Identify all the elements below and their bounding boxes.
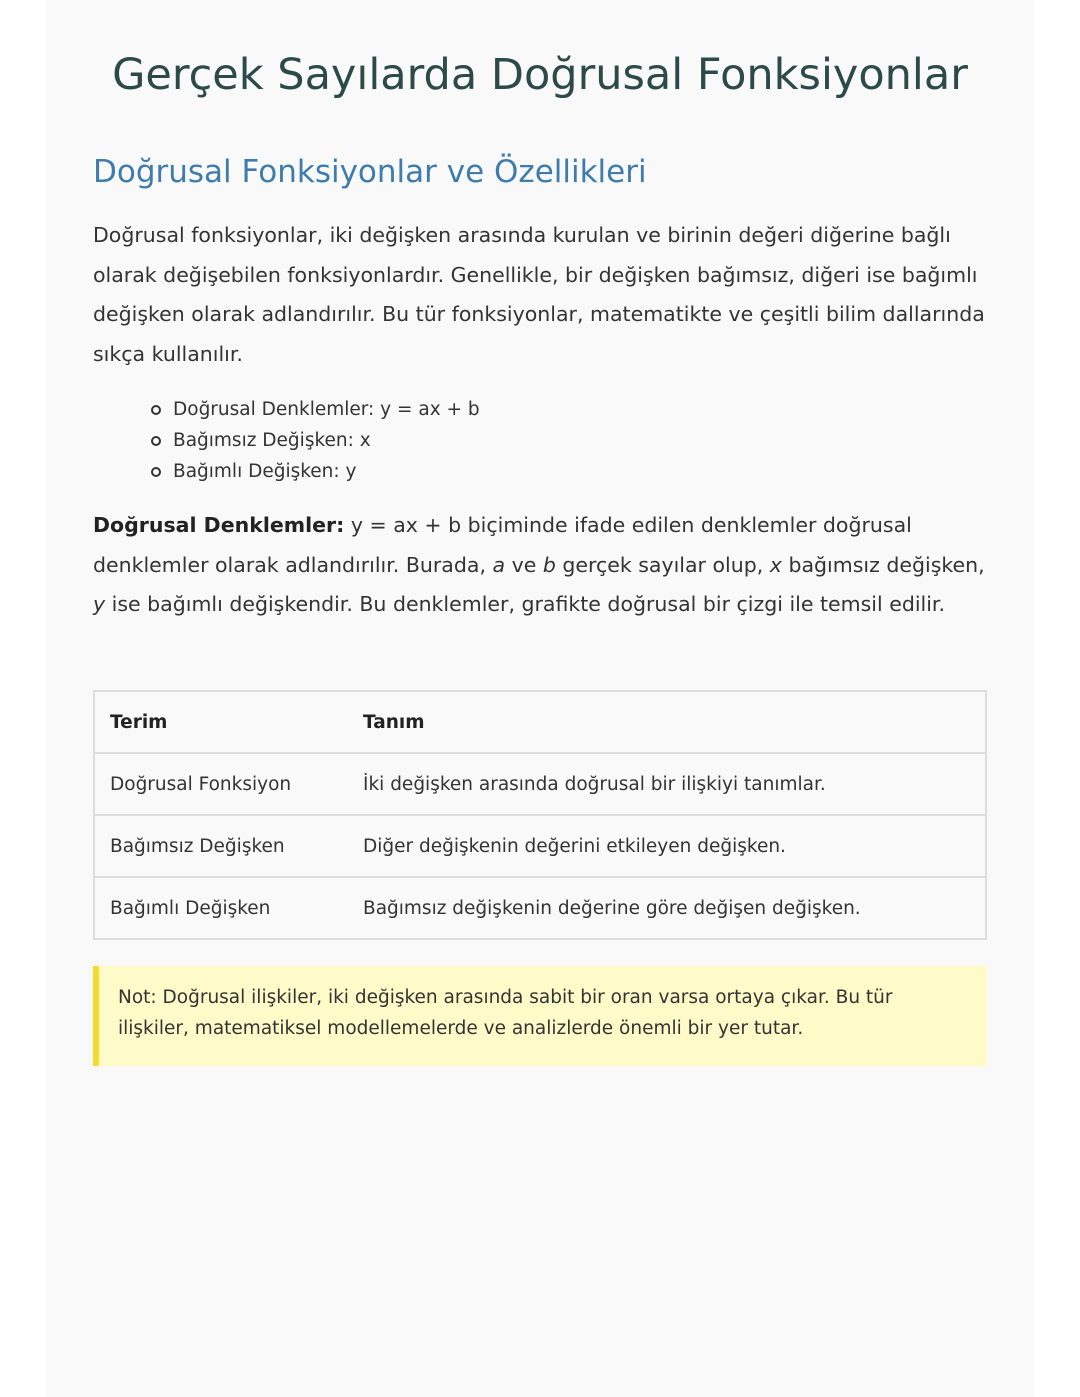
note-callout: Not: Doğrusal ilişkiler, iki değişken arasında sabit bir oran varsa ortaya çıkar. Bu tür ilişkiler, matematiksel modellemelerde ve analizlerde önemli bir yer tutar. — [93, 966, 987, 1066]
table-row — [94, 753, 986, 815]
table-row — [94, 877, 986, 939]
intro-paragraph: Doğrusal fonksiyonlar, iki değişken arasında kurulan ve birinin değeri diğerine bağlı olarak değişebilen fonksiyonlardır. Genellikle, bir değişken bağımsız, diğeri ise bağımlı değişken olarak adlandırılır. Bu tür fonksiyonlar, matematikte ve çeşitli bilim dallarında sıkça kullanılır. — [93, 223, 985, 366]
variable-b: b — [542, 552, 556, 577]
definition-text: ve — [505, 552, 543, 577]
table-row — [94, 815, 986, 877]
table-header-row — [94, 691, 986, 753]
variable-x: x — [769, 552, 782, 577]
section-heading: Doğrusal Fonksiyonlar ve Özellikleri — [93, 154, 647, 190]
table-cell-definition: İki değişken arasında doğrusal bir ilişkiyi tanımlar. — [348, 753, 986, 815]
column-header-definition: Tanım — [348, 691, 986, 753]
list-item: Bağımlı Değişken: y — [173, 456, 480, 487]
variable-y: y — [93, 592, 106, 616]
table-cell-term: Bağımsız Değişken — [94, 815, 348, 877]
document-page — [46, 0, 1034, 1397]
page-title: Gerçek Sayılarda Doğrusal Fonksiyonlar — [112, 50, 968, 100]
definition-text: bağımsız değişken, — [781, 552, 985, 577]
column-header-term: Terim — [94, 691, 348, 753]
definition-text: gerçek sayılar olup, — [555, 552, 770, 577]
bullet-list — [173, 394, 480, 487]
terms-table — [93, 690, 987, 940]
definition-term: Doğrusal Denklemler: — [93, 513, 345, 537]
definition-text: y = ax + b biçiminde ifade edilen denklemler doğrusal denklemler olarak adlandırılır. Burada, — [93, 513, 912, 577]
list-item: Doğrusal Denklemler: y = ax + b — [173, 394, 480, 425]
variable-a: a — [492, 552, 506, 577]
list-item: Bağımsız Değişken: x — [173, 425, 480, 456]
table-cell-definition: Bağımsız değişkenin değerine göre değişen değişken. — [348, 877, 986, 939]
table-cell-term: Doğrusal Fonksiyon — [94, 753, 348, 815]
table-cell-definition: Diğer değişkenin değerini etkileyen değişken. — [348, 815, 986, 877]
definition-paragraph — [93, 506, 987, 625]
table-cell-term: Bağımlı Değişken — [94, 877, 348, 939]
definition-text: ise bağımlı değişkendir. Bu denklemler, grafikte doğrusal bir çizgi ile temsil edilir. — [105, 592, 945, 616]
